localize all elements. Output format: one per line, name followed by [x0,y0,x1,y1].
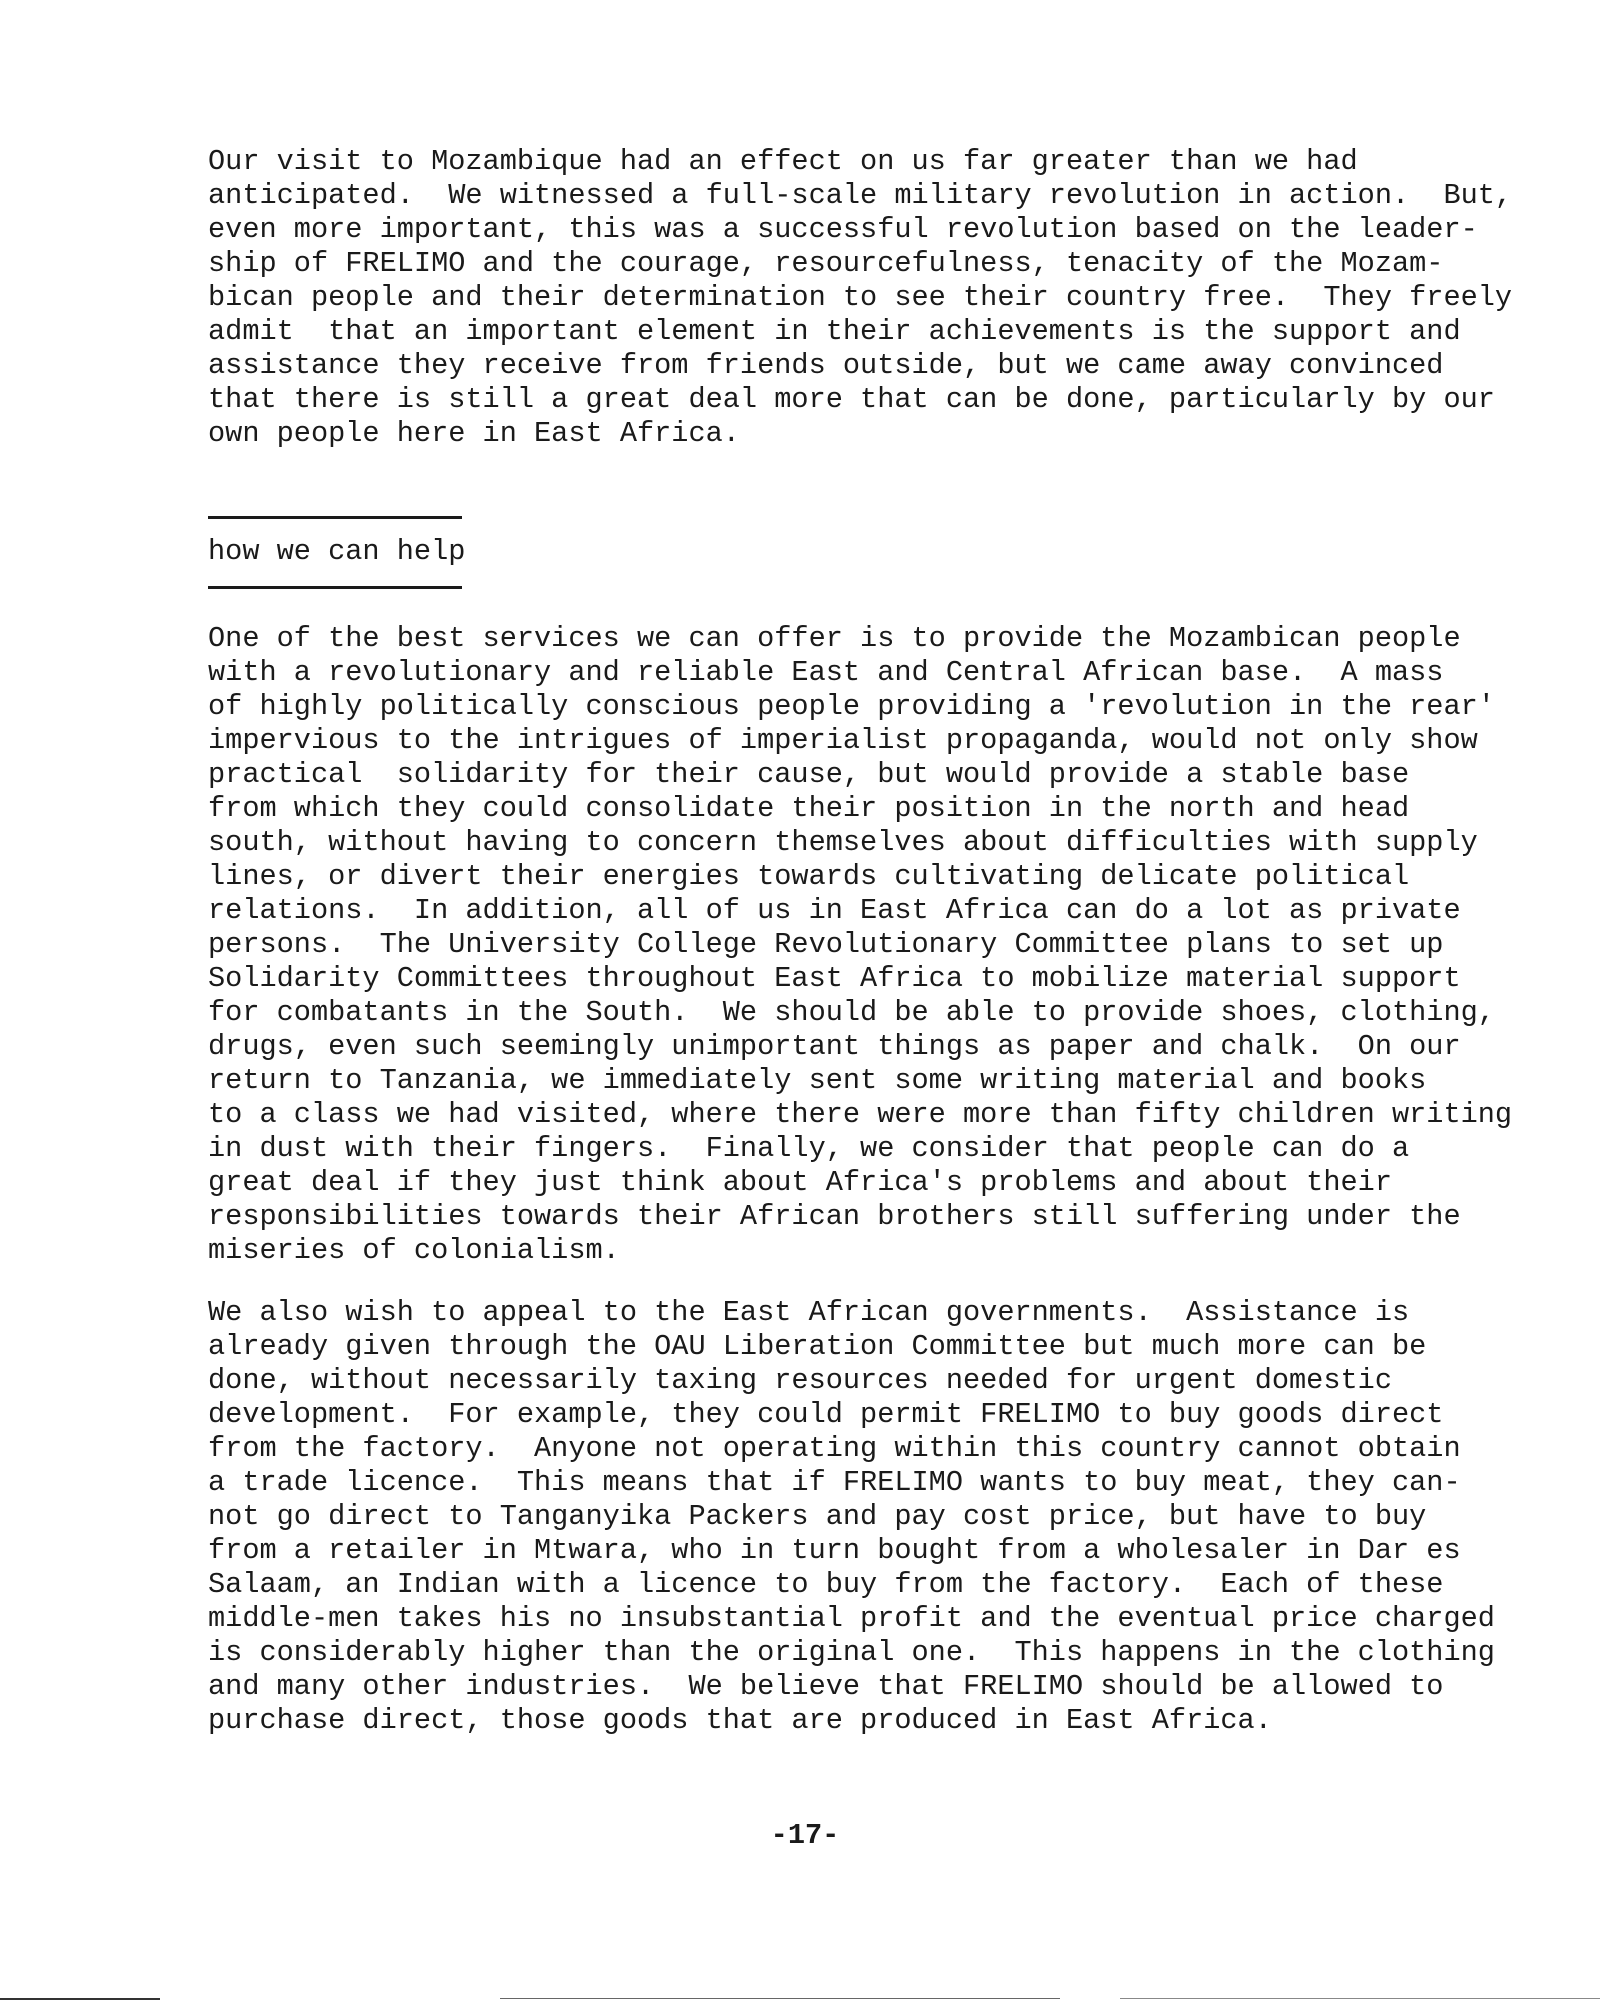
page-number: -17- [770,1819,840,1852]
text-line: ship of FRELIMO and the courage, resourcefulness, tenacity of the Mozam- [208,247,1444,280]
paragraph-how-we-can-help [208,622,1513,1268]
text-line: impervious to the intrigues of imperialist propaganda, would not only show [208,724,1478,757]
text-line: persons. The University College Revolutionary Committee plans to set up [208,928,1444,961]
text-line: own people here in East Africa. [208,417,740,450]
paragraph-appeal-governments [208,1296,1495,1738]
heading-rule-top [208,516,462,519]
text-line: from the factory. Anyone not operating within this country cannot obtain [208,1432,1461,1465]
text-line: responsibilities towards their African brothers still suffering under the [208,1200,1461,1233]
text-line: done, without necessarily taxing resources needed for urgent domestic [208,1364,1392,1397]
text-line: already given through the OAU Liberation Committee but much more can be [208,1330,1427,1363]
text-line: of highly politically conscious people providing a 'revolution in the rear' [208,690,1495,723]
section-heading: how we can help [208,535,466,568]
text-line: anticipated. We witnessed a full-scale military revolution in action. But, [208,179,1513,212]
heading-rule-bottom [208,586,462,589]
text-line: return to Tanzania, we immediately sent some writing material and books [208,1064,1427,1097]
footer-divider [0,1998,160,2000]
text-line: lines, or divert their energies towards cultivating delicate political [208,860,1410,893]
text-line: Solidarity Committees throughout East Africa to mobilize material support [208,962,1461,995]
paragraph-visit [208,145,1513,451]
text-line: a trade licence. This means that if FRELIMO wants to buy meat, they can- [208,1466,1461,1499]
text-line: We also wish to appeal to the East African governments. Assistance is [208,1296,1410,1329]
text-line: drugs, even such seemingly unimportant things as paper and chalk. On our [208,1030,1461,1063]
text-line: from a retailer in Mtwara, who in turn bought from a wholesaler in Dar es [208,1534,1461,1567]
text-line: admit that an important element in their achievements is the support and [208,315,1461,348]
text-line: for combatants in the South. We should be able to provide shoes, clothing, [208,996,1495,1029]
text-line: with a revolutionary and reliable East and Central African base. A mass [208,656,1444,689]
footer-divider [1120,1998,1600,1999]
text-line: and many other industries. We believe that FRELIMO should be allowed to [208,1670,1444,1703]
text-line: from which they could consolidate their position in the north and head [208,792,1410,825]
text-line: to a class we had visited, where there were more than fifty children writing [208,1098,1513,1131]
text-line: miseries of colonialism. [208,1234,620,1267]
text-line: great deal if they just think about Africa's problems and about their [208,1166,1392,1199]
text-line: even more important, this was a successful revolution based on the leader- [208,213,1478,246]
text-line: not go direct to Tanganyika Packers and pay cost price, but have to buy [208,1500,1427,1533]
text-line: middle-men takes his no insubstantial profit and the eventual price charged [208,1602,1495,1635]
text-line: relations. In addition, all of us in East Africa can do a lot as private [208,894,1461,927]
text-line: One of the best services we can offer is to provide the Mozambican people [208,622,1461,655]
text-line: Salaam, an Indian with a licence to buy from the factory. Each of these [208,1568,1444,1601]
text-line: south, without having to concern themselves about difficulties with supply [208,826,1478,859]
text-line: Our visit to Mozambique had an effect on us far greater than we had [208,145,1358,178]
text-line: that there is still a great deal more that can be done, particularly by our [208,383,1495,416]
text-line: bican people and their determination to see their country free. They freely [208,281,1513,314]
text-line: is considerably higher than the original one. This happens in the clothing [208,1636,1495,1669]
text-line: in dust with their fingers. Finally, we consider that people can do a [208,1132,1410,1165]
text-line: development. For example, they could permit FRELIMO to buy goods direct [208,1398,1444,1431]
footer-divider [500,1998,1060,1999]
text-line: purchase direct, those goods that are produced in East Africa. [208,1704,1272,1737]
text-line: assistance they receive from friends outside, but we came away convinced [208,349,1444,382]
text-line: practical solidarity for their cause, but would provide a stable base [208,758,1410,791]
